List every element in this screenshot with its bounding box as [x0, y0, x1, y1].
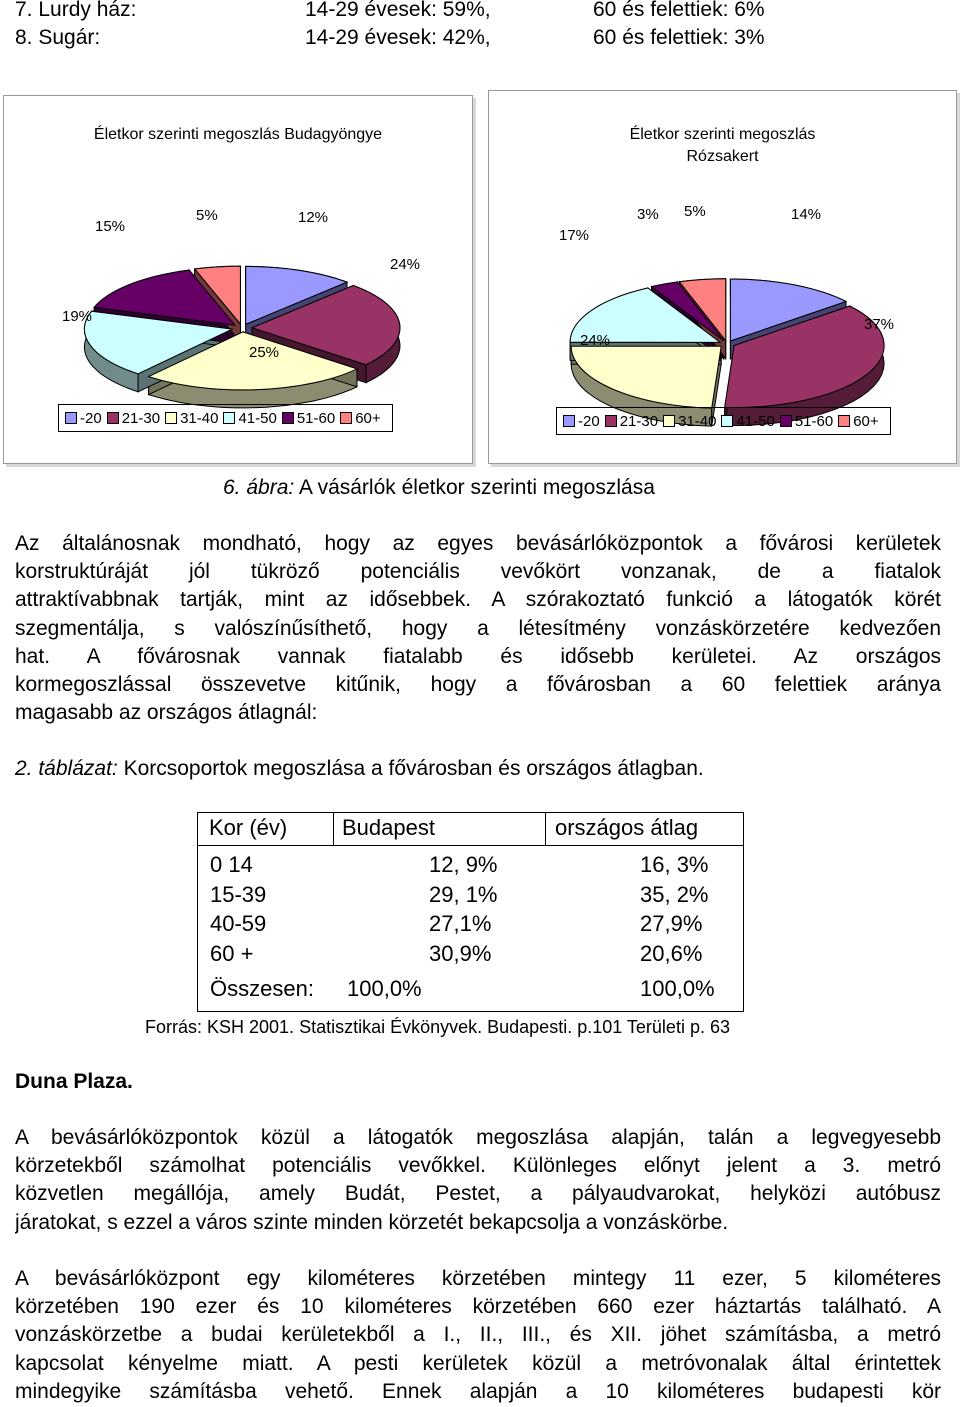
paragraph-line: magasabb az országos átlagnál: [15, 701, 318, 725]
table-cell: 29, 1% [429, 882, 498, 907]
table-number: 2. táblázat: [15, 757, 118, 780]
pie-slice-31-40 [571, 346, 721, 408]
table-divider [545, 812, 546, 846]
table-caption-text: Korcsoportok megoszlása a fővárosban és országos átlagban. [117, 757, 704, 780]
slice-label-51-60: 15% [95, 218, 126, 235]
slice-label-31-40: 24% [580, 332, 611, 349]
paragraph-line: A bevásárlóközpont egy kilométeres körzetében mintegy 11 ezer, 5 kilométeres [15, 1267, 941, 1290]
legend-item: 51-60 [282, 410, 335, 427]
legend-item: 31-40 [165, 410, 218, 427]
header-line-1-name: 7. Lurdy ház: [15, 0, 137, 21]
slice-label-41-50: 17% [559, 227, 590, 244]
paragraph-line: Az általánosnak mondható, hogy az egyes bevásárlóközpontok a fővárosi kerületek [15, 532, 941, 555]
table-cell: 0 14 [210, 852, 253, 877]
table-cell: 27,9% [640, 911, 703, 936]
legend-item: 60+ [838, 413, 878, 430]
table-cell: 20,6% [640, 941, 703, 966]
legend-item: 41-50 [223, 410, 276, 427]
paragraph-line: vonzáskörzetbe a budai kerületekből a I., II., III., és XII. jöhet számításba, a metró [15, 1323, 941, 1347]
chart-rozsakert [488, 90, 957, 464]
paragraph-line: kormegoszlással összevetve kitűnik, hogy a fővárosban a 60 felettiek aránya [15, 672, 941, 696]
table-cell: 12, 9% [429, 852, 498, 877]
chart-title: Életkor szerinti megoszlás Budagyöngye [93, 126, 383, 143]
table-source: Forrás: KSH 2001. Statisztikai Évkönyvek. Budapesti. p.101 Területi p. 63 [145, 1017, 730, 1037]
table-divider [197, 845, 744, 846]
slice-label-60plus: 5% [684, 203, 706, 220]
chart-legend [58, 404, 393, 432]
header-line-1-young: 14-29 évesek: 59%, [305, 0, 491, 21]
legend-item: 51-60 [780, 413, 833, 430]
table-header: Budapest [342, 815, 435, 840]
table-header: Kor (év) [209, 815, 288, 840]
figure-caption [223, 474, 655, 502]
legend-item: 21-30 [107, 410, 160, 427]
slice-label-41-50: 19% [62, 308, 93, 325]
slice-label-31-40: 25% [249, 344, 280, 361]
paragraph-line: attraktívabbnak tartják, mint az idősebbek. A szórakoztató funkció a látogatók körét [15, 588, 941, 612]
section-heading: Duna Plaza. [15, 1070, 133, 1093]
slice-label-60plus: 5% [196, 207, 218, 224]
figure-caption-text: A vásárlók életkor szerinti megoszlása [294, 476, 655, 499]
header-line-1-old: 60 és felettiek: 6% [593, 0, 765, 21]
paragraph-line: járatokat, s ezzel a város szinte minden körzetét bekapcsolja a vonzáskörbe. [15, 1210, 729, 1234]
chart-budagyongye [3, 95, 473, 464]
table-divider [333, 812, 334, 846]
paragraph-1 [15, 530, 941, 727]
legend-item: 41-50 [721, 413, 774, 430]
table-total-national: 100,0% [640, 976, 715, 1001]
legend-item: -20 [563, 413, 600, 430]
slice-label-minus20: 12% [298, 209, 329, 226]
table-cell: 15-39 [210, 882, 267, 907]
chart-title: Életkor szerinti megoszlás Rózsakert [629, 126, 816, 165]
header-line-2-name: 8. Sugár: [15, 26, 101, 49]
header-line-2-old: 60 és felettiek: 3% [593, 26, 765, 49]
table-total-label: Összesen: [210, 976, 314, 1001]
slice-label-21-30: 37% [864, 316, 895, 333]
table-cell: 40-59 [210, 911, 267, 936]
paragraph-line: kapcsolat kényelme miatt. A pesti kerületek közül a metróvonalak által érintettek [15, 1351, 941, 1375]
legend-item: 21-30 [605, 413, 658, 430]
paragraph-line: szegmentálja, s valószínűsíthető, hogy a létesítmény vonzáskörzetére kedvezően [15, 616, 941, 640]
slice-label-minus20: 14% [791, 206, 822, 223]
paragraph-line: korstruktúráját jól tükröző potenciális vevőkört vonzanak, de a fiatalok [15, 560, 941, 584]
table-cell: 27,1% [429, 911, 492, 936]
table-cell: 16, 3% [640, 852, 709, 877]
paragraph-2 [15, 1124, 941, 1237]
legend-item: -20 [65, 410, 102, 427]
legend-item: 31-40 [663, 413, 716, 430]
slice-label-21-30: 24% [390, 256, 421, 273]
figure-number: 6. ábra: [223, 476, 295, 499]
legend-item: 60+ [340, 410, 380, 427]
table-header: országos átlag [555, 815, 699, 840]
paragraph-line: A bevásárlóközpontok közül a látogatók megoszlása alapján, talán a legvegyesebb [15, 1126, 941, 1149]
table-total-budapest: 100,0% [347, 976, 422, 1001]
paragraph-line: hat. A fővárosnak vannak fiatalabb és idősebb kerületei. Az országos [15, 644, 941, 668]
paragraph-line: mindegyike számításba vehető. Ennek alapján a 10 kilométeres budapesti kör [15, 1379, 941, 1403]
paragraph-line: közvetlen megállója, amely Budát, Pestet, a pályaudvarokat, helyközi autóbusz [15, 1182, 941, 1206]
table-cell: 35, 2% [640, 882, 709, 907]
slice-label-51-60: 3% [637, 206, 659, 223]
paragraph-3 [15, 1265, 941, 1406]
table-cell: 60 + [210, 941, 254, 966]
table-caption [15, 755, 704, 783]
chart-legend [556, 407, 891, 435]
header-line-2-young: 14-29 évesek: 42%, [305, 26, 491, 49]
paragraph-line: körzetekből számolhat potenciális vevőkkel. Különleges előnyt jelent a 3. metró [15, 1154, 941, 1178]
table-cell: 30,9% [429, 941, 492, 966]
paragraph-line: körzetében 190 ezer és 10 kilométeres körzetében 660 ezer háztartás található. A [15, 1295, 941, 1319]
